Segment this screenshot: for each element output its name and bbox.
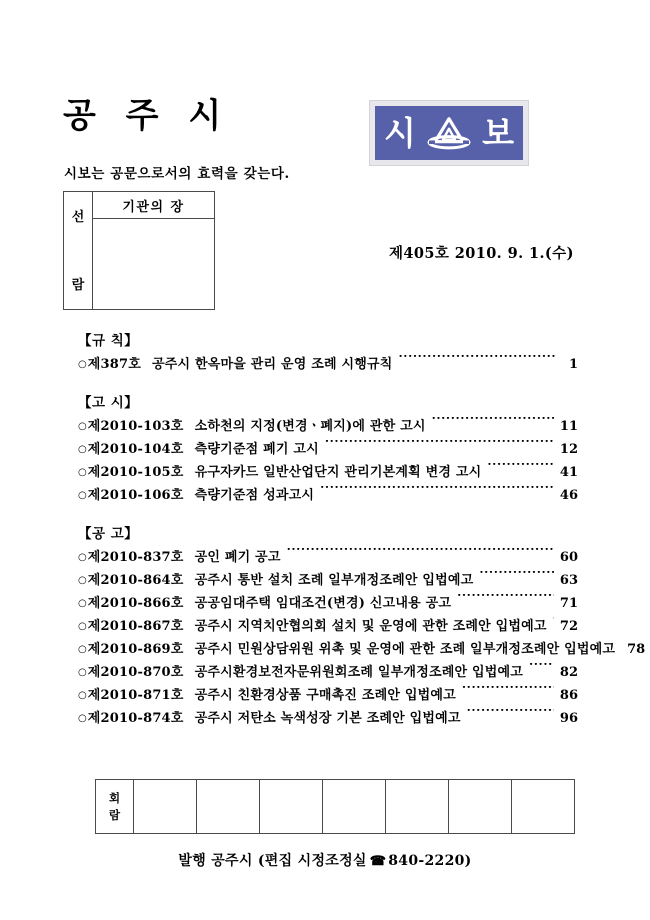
toc-entry-title: 공주시환경보전자문위원회조례 일부개정조례안 입법예고 [194,665,523,680]
logo-char-si: 시 [384,113,416,153]
toc-entry-title: 공주시 한옥마을 관리 운영 조례 시행규칙 [152,357,393,372]
circulation-label-top: 회 [108,790,121,805]
toc-entry-title: 공주시 친환경상품 구매촉진 조례안 입법예고 [194,688,456,703]
toc-section-heading: 【규 칙】 [78,333,139,349]
leader-dots [432,417,554,430]
mountain-emblem-icon [423,115,475,153]
masthead-note: 시보는 공문으로서의 효력을 갖는다. [64,166,290,182]
toc-entry-page: 41 [559,465,578,480]
circulation-label [96,780,134,833]
toc-entry[interactable] [78,639,646,662]
toc-entry[interactable] [78,439,578,462]
toc-entry[interactable] [78,616,578,639]
approval-label-column [64,192,93,309]
logo-char-bo: 보 [482,113,514,153]
toc-entry-number: 제2010-104호 [87,442,184,457]
toc-section [78,391,578,508]
toc-entry-title: 유구자카드 일반산업단지 관리기본계획 변경 고시 [194,465,482,480]
leader-dots [487,463,554,476]
circulation-table [95,779,575,834]
toc-entry-page: 11 [559,419,578,434]
table-of-contents [78,329,646,731]
circulation-cell[interactable] [134,780,197,833]
circulation-cell[interactable] [260,780,323,833]
toc-entry[interactable] [78,570,578,593]
circulation-cell[interactable] [197,780,260,833]
approval-label-top: 선 [71,210,85,225]
bullet-icon: ○ [78,575,87,586]
leader-dots [287,548,554,561]
circulation-label-bottom: 람 [108,807,121,822]
bullet-icon: ○ [78,552,87,563]
approval-header: 기관의 장 [93,192,214,219]
toc-entry-page: 72 [559,619,578,634]
toc-entry-number: 제387호 [87,357,141,372]
toc-entry-number: 제2010-106호 [87,488,184,503]
toc-section [78,522,646,731]
circulation-cell[interactable] [512,780,574,833]
toc-entry-title: 공주시 민원상담위원 위촉 및 운영에 관한 조례 일부개정조례안 입법예고 [194,642,616,657]
toc-entry-page: 71 [559,596,578,611]
toc-entry-number: 제2010-864호 [87,573,184,588]
leader-dots [325,440,554,453]
leader-dots [467,709,554,722]
footer-phone: 840-2220) [388,853,472,869]
approval-label-bottom: 람 [71,278,85,293]
toc-entry-page: 12 [559,442,578,457]
toc-entry-number: 제2010-103호 [87,419,184,434]
bullet-icon: ○ [78,467,87,478]
toc-entry-page: 46 [559,488,578,503]
toc-entry-title: 공공임대주택 임대조건(변경) 신고내용 공고 [194,596,452,611]
toc-entry-number: 제2010-871호 [87,688,184,703]
toc-entry[interactable] [78,462,578,485]
bullet-icon: ○ [78,644,87,655]
approval-content-column [93,192,214,309]
toc-entry-number: 제2010-869호 [87,642,184,657]
toc-entry-number: 제2010-105호 [87,465,184,480]
toc-entry[interactable] [78,416,578,439]
bullet-icon: ○ [78,667,87,678]
toc-entry-page: 96 [559,711,578,726]
bullet-icon: ○ [78,359,87,370]
leader-dots [399,355,556,368]
footer-publisher: 발행 공주시 (편집 시정조정실 [178,853,367,869]
toc-entry[interactable] [78,685,578,708]
leader-dots [529,663,554,676]
bullet-icon: ○ [78,421,87,432]
toc-entry-page: 82 [559,665,578,680]
leader-dots [479,571,554,584]
toc-entry[interactable] [78,354,578,377]
circulation-cell[interactable] [449,780,512,833]
logo-background [375,106,523,160]
toc-entry-title: 측량기준점 폐기 고시 [194,442,319,457]
circulation-cell[interactable] [386,780,449,833]
bullet-icon: ○ [78,598,87,609]
toc-entry-page: 86 [559,688,578,703]
toc-entry-number: 제2010-870호 [87,665,184,680]
toc-section-heading: 【공 고】 [78,526,139,542]
toc-entry-number: 제2010-867호 [87,619,184,634]
toc-entry[interactable] [78,662,578,685]
bullet-icon: ○ [78,621,87,632]
toc-entry-page: 1 [568,357,578,372]
toc-entry-title: 공주시 저탄소 녹색성장 기본 조례안 입법예고 [194,711,461,726]
bullet-icon: ○ [78,690,87,701]
toc-entry-title: 공주시 지역치안협의회 설치 및 운영에 관한 조례안 입법예고 [194,619,547,634]
footer [0,850,650,870]
toc-section [78,329,578,377]
toc-entry-number: 제2010-874호 [87,711,184,726]
sibo-logo [370,101,528,165]
leader-dots [462,686,554,699]
bullet-icon: ○ [78,713,87,724]
toc-entry[interactable] [78,593,578,616]
leader-dots [320,486,554,499]
toc-entry[interactable] [78,485,578,508]
toc-entry[interactable] [78,708,578,731]
leader-dots [553,617,554,630]
circulation-cell[interactable] [323,780,386,833]
toc-entry-page: 63 [559,573,578,588]
phone-icon: ☎ [369,854,387,869]
approval-table [63,191,215,310]
issue-number-and-date: 제405호 2010. 9. 1.(수) [389,245,574,262]
toc-entry-title: 공주시 통반 설치 조례 일부개정조례안 입법예고 [194,573,474,588]
bullet-icon: ○ [78,444,87,455]
toc-entry-title: 소하천의 지정(변경ㆍ폐지)에 관한 고시 [194,419,426,434]
toc-entry[interactable] [78,547,578,570]
toc-section-heading: 【고 시】 [78,395,139,411]
bullet-icon: ○ [78,490,87,501]
leader-dots [457,594,554,607]
page-title: 공 주 시 [63,96,231,136]
toc-entry-title: 측량기준점 성과고시 [194,488,315,503]
toc-entry-number: 제2010-837호 [87,550,184,565]
toc-entry-page: 78 [627,642,646,657]
toc-entry-page: 60 [559,550,578,565]
toc-entry-number: 제2010-866호 [87,596,184,611]
approval-signature-cell [93,219,214,309]
toc-entry-title: 공인 폐기 공고 [194,550,281,565]
